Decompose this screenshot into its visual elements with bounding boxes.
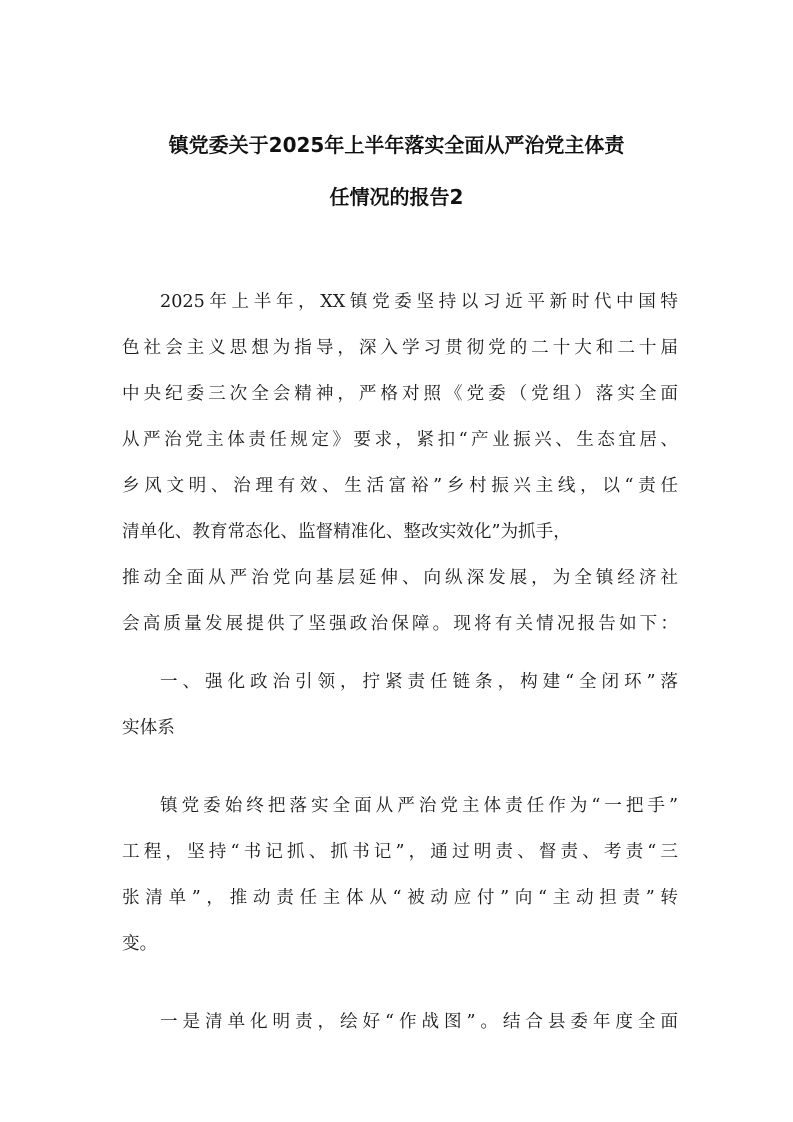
paragraph-3-line-2: 工程，坚持“书记抓、抓书记”，通过明责、督责、考责“三 (122, 842, 678, 862)
document-title-line-2: 任情况的报告2 (329, 185, 464, 209)
paragraph-3-line-4: 变。 (122, 934, 158, 954)
paragraph-1-line-4: 从严治党主体责任规定》要求，紧扣“产业振兴、生态宜居、 (122, 430, 678, 450)
paragraph-3-line-1: 镇党委始终把落实全面从严治党主体责任作为“一把手” (160, 796, 678, 816)
section-heading-line-2: 实体系 (122, 718, 175, 738)
paragraph-1-line-5: 乡风文明、治理有效、生活富裕”乡村振兴主线，以“责任 (122, 476, 678, 496)
section-heading-line-1: 一、强化政治引领，拧紧责任链条，构建“全闭环”落 (160, 672, 678, 692)
paragraph-1-line-2: 色社会主义思想为指导，深入学习贯彻党的二十大和二十届 (122, 338, 678, 358)
paragraph-1-line-3: 中央纪委三次全会精神，严格对照《党委（党组）落实全面 (122, 384, 678, 404)
document-title-line-1: 镇党委关于2025年上半年落实全面从严治党主体责 (168, 133, 625, 157)
paragraph-1-line-8: 会高质量发展提供了坚强政治保障。现将有关情况报告如下： (122, 614, 678, 634)
paragraph-3-line-3: 张清单”，推动责任主体从“被动应付”向“主动担责”转 (122, 888, 678, 908)
paragraph-4-line-1: 一是清单化明责，绘好“作战图”。结合县委年度全面 (160, 1012, 678, 1032)
paragraph-1-line-7: 推动全面从严治党向基层延伸、向纵深发展，为全镇经济社 (122, 568, 678, 588)
paragraph-1-line-6: 清单化、教育常态化、监督精准化、整改实效化”为抓手， (122, 522, 571, 542)
paragraph-1-line-1: 2025年上半年，XX镇党委坚持以习近平新时代中国特 (160, 292, 678, 312)
